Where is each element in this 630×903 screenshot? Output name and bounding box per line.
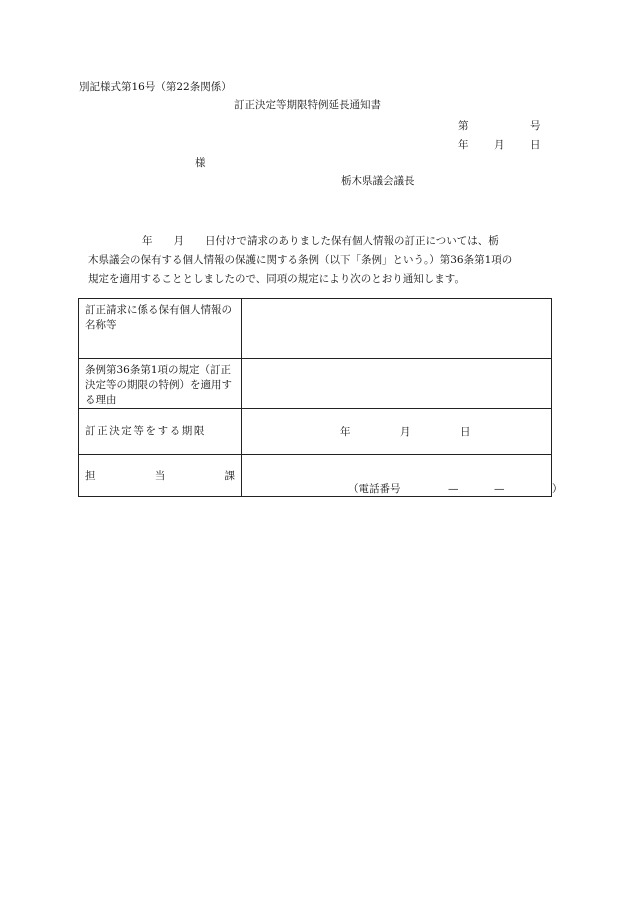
doc-no-suffix: 号 xyxy=(530,120,541,132)
form-number: 別記様式第16号（第22条関係） xyxy=(79,81,232,93)
department-label-char: 課 xyxy=(224,470,235,482)
department-label-char: 当 xyxy=(154,470,166,482)
table-row xyxy=(79,359,552,409)
body-line: 年 月 日付けで請求のありました保有個人情報の訂正については、栃 xyxy=(100,235,499,247)
deadline-year: 年 xyxy=(340,426,351,438)
table-row xyxy=(79,455,552,497)
issuer-name: 栃木県議会議長 xyxy=(341,175,415,187)
department-label-char: 担 xyxy=(85,470,96,482)
department-label xyxy=(79,455,242,497)
body-line: 木県議会の保有する個人情報の保護に関する条例（以下「条例」という。）第36条第1項の xyxy=(88,254,513,266)
phone-dash: — xyxy=(448,483,459,495)
deadline-day: 日 xyxy=(460,426,471,438)
date-day: 日 xyxy=(530,139,541,151)
phone-label: （電話番号 xyxy=(348,483,401,495)
table-row xyxy=(79,299,552,359)
date-month: 月 xyxy=(494,139,505,151)
addressee-suffix: 様 xyxy=(195,157,206,169)
body-line: 規定を適用することとしましたので、同項の規定により次のとおり通知します。 xyxy=(88,273,465,285)
reason-label: 条例第36条第1項の規定（訂正決定等の期限の特例）を適用する理由 xyxy=(79,359,242,409)
document-title: 訂正決定等期限特例延長通知書 xyxy=(234,99,381,111)
doc-no-prefix: 第 xyxy=(458,120,469,132)
table-row xyxy=(79,409,552,455)
record-name-value[interactable] xyxy=(242,299,552,359)
deadline-month: 月 xyxy=(400,426,411,438)
department-label-text xyxy=(85,469,235,484)
phone-dash: — xyxy=(494,483,505,495)
reason-value[interactable] xyxy=(242,359,552,409)
department-value[interactable] xyxy=(242,455,563,497)
deadline-label xyxy=(79,409,242,455)
notification-table xyxy=(78,298,563,497)
deadline-value[interactable] xyxy=(242,409,552,455)
phone-close: ） xyxy=(552,483,563,495)
date-year: 年 xyxy=(458,139,469,151)
record-name-label: 訂正請求に係る保有個人情報の名称等 xyxy=(79,299,242,359)
deadline-label-text: 訂正決定等をする期限 xyxy=(85,425,206,437)
